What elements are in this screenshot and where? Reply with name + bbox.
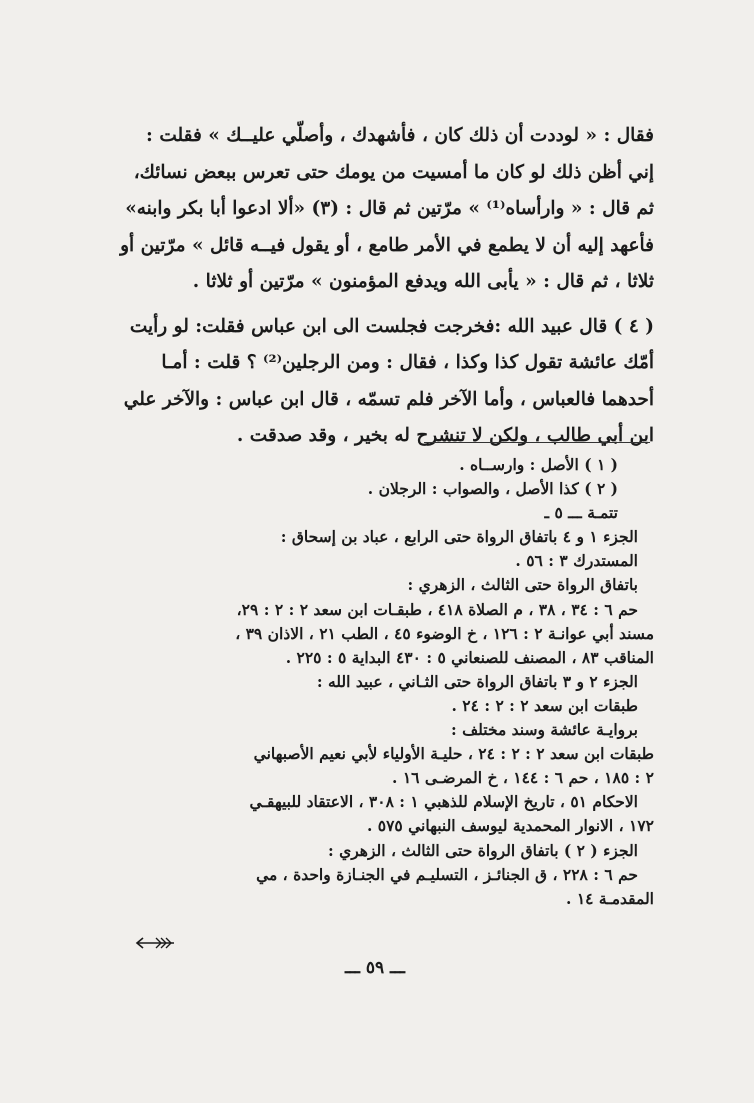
- footnote-line: حم ٦ : ٣٤ ، ٣٨ ، م الصلاة ٤١٨ ، طبقـات ابن سعد ٢ : ٢ : ٢٩،: [236, 599, 638, 619]
- footnote-line: طبقات ابن سعد ٢ : ٢ : ٢٤ ، حليـة الأولياء لأبي نعيم الأصبهاني: [253, 744, 654, 764]
- footnote-line: باتفاق الرواة حتى الثالث ، الزهري :: [407, 575, 638, 595]
- main-text-line: إني أظن ذلك لو كان ما أمسيت من يومك حتى تعرس ببعض نسائك،: [133, 161, 654, 183]
- footnote-line: تتمـة ـــ ٥ ـ: [544, 503, 618, 523]
- main-text-line: أحدهما فالعباس ، وأما الآخر فلم تسمّه ، قال ابن عباس : والآخر علي: [123, 388, 654, 410]
- paragraph-gap: [104, 301, 654, 309]
- footnote-line: المناقب ٨٣ ، المصنف للصنعاني ٥ : ٤٣٠ البداية ٥ : ٢٢٥ .: [285, 647, 654, 667]
- main-text-line: فأعهد إليه أن لا يطمع في الأمر طامع ، أو يقول فيــه قائل » مرّتين أو: [120, 234, 654, 256]
- footnote-line: الجزء ٢ و ٣ باتفاق الرواة حتى الثـاني ، عبيد الله :: [316, 671, 638, 691]
- footnote-line: الجزء ( ٢ ) باتفاق الرواة حتى الثالث ، الزهري :: [328, 840, 638, 860]
- footnote-line: المقدمـة ١٤ .: [566, 888, 654, 908]
- footnote-line: مسند أبي عوانـة ٢ : ١٢٦ ، خ الوضوء ٤٥ ، الطب ٢١ ، الاذان ٣٩ ،: [235, 623, 654, 643]
- footnote-line: الجزء ١ و ٤ باتفاق الرواة حتى الرابع ، عباد بن إسحاق :: [280, 527, 638, 547]
- page-number: ـــ ٥٩ ـــ: [344, 958, 405, 978]
- footnote-line: ١٧٢ ، الانوار المحمدية ليوسف النبهاني ٥٧٥ .: [366, 816, 654, 836]
- main-text-line: ثم قال : « وارأساه⁽¹⁾ » مرّتين ثم قال : (٣) «ألا ادعوا أبا بكر وابنه»: [125, 198, 654, 219]
- main-text-line: فقال : « لوددت أن ذلك كان ، فأشهدك ، وأصلّي عليــك » فقلت :: [146, 125, 654, 146]
- footnotes-block: [100, 453, 654, 911]
- main-text-line: أمّك عائشة تقول كذا وكذا ، فقال : ومن الرجلين⁽²⁾ ؟ قلت : أمـا: [161, 352, 654, 373]
- main-text-line: ( ٤ ) قال عبيد الله :فخرجت فجلست الى ابن عباس فقلت: لو رأيت: [129, 315, 654, 337]
- main-text-line: ابن أبي طالب ، ولكن لا تنشرح له بخير ، وقد صدقت .: [236, 425, 654, 446]
- main-text-block: [104, 118, 654, 455]
- footnote-line: الاحكام ٥١ ، تاريخ الإسلام للذهبي ١ : ٣٠٨ ، الاعتقاد للبيهقـي: [249, 792, 638, 812]
- footnote-line: طبقات ابن سعد ٢ : ٢ : ٢٤ .: [451, 695, 638, 715]
- footnote-line: المستدرك ٣ : ٥٦ .: [515, 551, 638, 571]
- footnote-line: ٢ : ١٨٥ ، حم ٦ : ١٤٤ ، خ المرضـى ١٦ .: [392, 768, 654, 788]
- footnote-line: بروايـة عائشة وسند مختلف :: [451, 720, 638, 740]
- arrow-ornament-icon: [134, 936, 176, 950]
- footnote-divider: [424, 442, 650, 443]
- main-text-line: ثلاثا ، ثم قال : « يأبى الله ويدفع المؤمنون » مرّتين أو ثلاثا .: [192, 271, 654, 292]
- footnote-line: ( ٢ ) كذا الأصل ، والصواب : الرجلان .: [367, 479, 618, 499]
- footnote-line: حم ٦ : ٢٢٨ ، ق الجنائـز ، التسليـم في الجنـازة واحدة ، مي: [256, 864, 638, 884]
- footnote-line: ( ١ ) الأصل : وارســاه .: [459, 455, 618, 474]
